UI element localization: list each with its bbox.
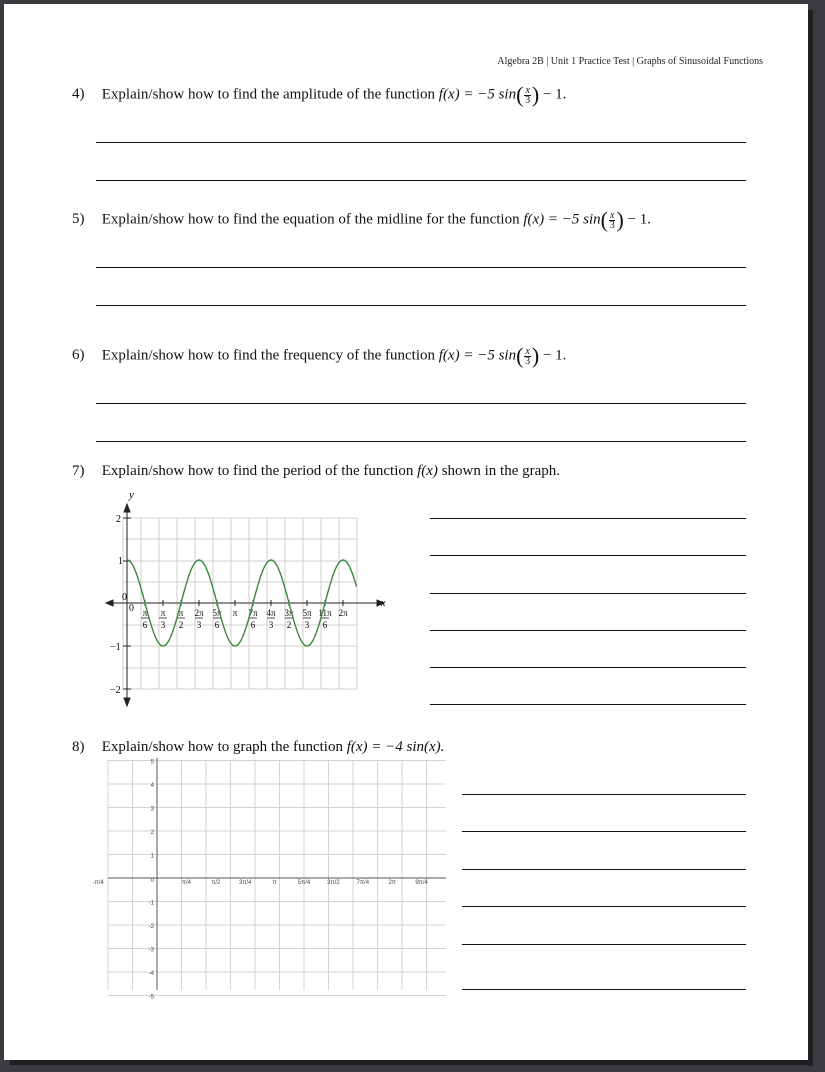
function-expression: f(x) = −5 sin	[523, 211, 601, 228]
question-text: Explain/show how to find the period of the function	[101, 463, 414, 479]
function-expression: f(x) = −5 sin	[438, 347, 517, 364]
answer-line[interactable]	[462, 831, 746, 832]
y-tick-label: 4	[150, 783, 154, 789]
answer-line[interactable]	[430, 704, 746, 705]
question-number: 4)	[72, 86, 85, 103]
function-expression: f(x) = −5 sin	[438, 86, 517, 103]
x-tick-label-top: 5π	[302, 608, 312, 618]
y-tick-label: -2	[148, 924, 154, 930]
answer-line[interactable]	[430, 518, 746, 519]
question-6: 6) Explain/show how to find the frequency of the function f(x) = −5 sin( $\frac{x}{3}$ ) − 1.	[72, 343, 567, 368]
answer-line[interactable]	[430, 667, 746, 668]
x-tick-label-bottom: 2	[178, 620, 184, 630]
answer-line[interactable]	[430, 630, 746, 631]
x-tick-label-bottom: 6	[214, 620, 220, 630]
question-5: 5) Explain/show how to find the equation of the midline for the function f(x) = −5 sin( $\frac{x}{3}$ ) − 1.	[72, 207, 651, 232]
x-tick-label: π	[272, 880, 277, 886]
function-tail: − 1.	[542, 86, 567, 103]
answer-line[interactable]	[96, 305, 746, 306]
answer-line[interactable]	[430, 555, 746, 556]
fraction: $\frac{x}{3}$	[525, 345, 531, 367]
x-tick-label-top: π	[232, 608, 238, 618]
y-tick-label: 3	[150, 806, 154, 813]
question-number: 6)	[72, 347, 85, 364]
question-number: 7)	[72, 463, 85, 479]
question-text: Explain/show how to graph the function	[101, 739, 343, 755]
y-axis-label: y	[129, 489, 134, 501]
y-tick-label: −2	[110, 685, 121, 696]
x-tick-label-top: π	[160, 608, 166, 618]
x-tick-label-bottom: 6	[142, 620, 148, 630]
x-tick-label-bottom: 3	[160, 620, 166, 630]
x-tick-label-top: 2π	[338, 608, 348, 618]
y-tick-label: −1	[110, 642, 121, 653]
x-tick-label-top: 3π	[284, 608, 294, 618]
page-shadow-bottom	[10, 1060, 813, 1065]
y-tick-label: -3	[148, 947, 154, 954]
function-name: f(x)	[417, 463, 438, 479]
x-tick-label-top: 5π	[212, 608, 222, 618]
x-tick-label-bottom: 6	[250, 620, 256, 630]
origin-label: 0	[150, 878, 154, 884]
x-tick-label-bottom: 3	[304, 620, 310, 630]
x-tick-label-top: 11π	[318, 608, 332, 618]
answer-line[interactable]	[430, 593, 746, 594]
x-tick-label: π/2	[211, 880, 221, 886]
x-tick-label-top: 4π	[266, 608, 276, 618]
y-tick-label: 2	[150, 830, 154, 836]
y-tick-label: -1	[148, 900, 154, 907]
answer-line[interactable]	[96, 267, 746, 268]
answer-line[interactable]	[96, 441, 746, 442]
answer-line[interactable]	[462, 944, 746, 945]
answer-line[interactable]	[462, 989, 746, 990]
origin-label: 0	[129, 603, 134, 614]
answer-line[interactable]	[96, 403, 746, 404]
fraction: $\frac{x}{3}$	[609, 209, 615, 231]
y-tick-label: -4	[148, 971, 154, 977]
y-tick-label: 1	[118, 556, 123, 567]
x-tick-label: π/4	[181, 880, 191, 886]
answer-line[interactable]	[462, 869, 746, 870]
question-text: Explain/show how to find the frequency of the function	[101, 347, 436, 364]
x-tick-label-bottom: 2	[286, 620, 292, 630]
x-tick-label: 3π/4	[238, 880, 252, 886]
axis-labels	[93, 760, 429, 1001]
y-tick-label: 1	[150, 853, 154, 860]
x-tick-label: -π/4	[92, 880, 104, 886]
answer-line[interactable]	[96, 180, 746, 181]
axes	[106, 504, 384, 706]
function-expression: f(x) = −4 sin(x).	[346, 739, 445, 755]
question-number: 5)	[72, 211, 85, 228]
x-tick-label: 5π/4	[297, 880, 311, 886]
answer-line[interactable]	[462, 906, 746, 907]
x-tick-label: 3π/2	[327, 880, 340, 886]
x-tick-label-top: π	[142, 608, 148, 618]
axes	[108, 758, 446, 990]
question-number: 8)	[72, 739, 85, 755]
question-4: 4) Explain/show how to find the amplitude of the function f(x) = −5 sin( $\frac{x}{3}$ ) − 1.	[72, 82, 567, 107]
x-tick-label-top: π	[178, 608, 184, 618]
question-text: Explain/show how to find the amplitude of the function	[101, 86, 436, 103]
worksheet-page	[4, 4, 808, 1060]
function-tail: − 1.	[627, 211, 651, 228]
x-tick-label-top: 2π	[194, 608, 204, 618]
x-tick-label: 9π/4	[415, 880, 428, 886]
x-tick-label-bottom: 6	[322, 620, 328, 630]
x-tick-label-top: 7π	[248, 608, 258, 618]
y-tick-label: 5	[150, 759, 154, 766]
x-tick-label-bottom: 3	[268, 620, 274, 630]
sinusoid-graph	[96, 482, 396, 707]
x-tick-label: 2π	[388, 880, 396, 886]
function-tail: − 1.	[542, 347, 567, 364]
fraction: $\frac{x}{3}$	[525, 84, 531, 106]
answer-line[interactable]	[462, 794, 746, 795]
x-tick-label-bottom: 3	[196, 620, 202, 630]
blank-graph-grid	[92, 754, 450, 1001]
y-tick-label: 2	[116, 514, 121, 525]
page-shadow-right	[808, 10, 813, 1066]
question-text: Explain/show how to find the equation of the midline for the function	[101, 211, 520, 228]
answer-line[interactable]	[96, 142, 746, 143]
y-tick-label: 0	[122, 592, 127, 603]
x-axis-label: x	[381, 598, 386, 609]
x-tick-label: 7π/4	[356, 880, 370, 886]
question-7	[72, 463, 560, 480]
question-tail: shown in the graph.	[441, 463, 561, 479]
y-tick-label: -5	[148, 994, 154, 1001]
page-header: Algebra 2B | Unit 1 Practice Test | Graphs of Sinusoidal Functions	[497, 56, 763, 67]
